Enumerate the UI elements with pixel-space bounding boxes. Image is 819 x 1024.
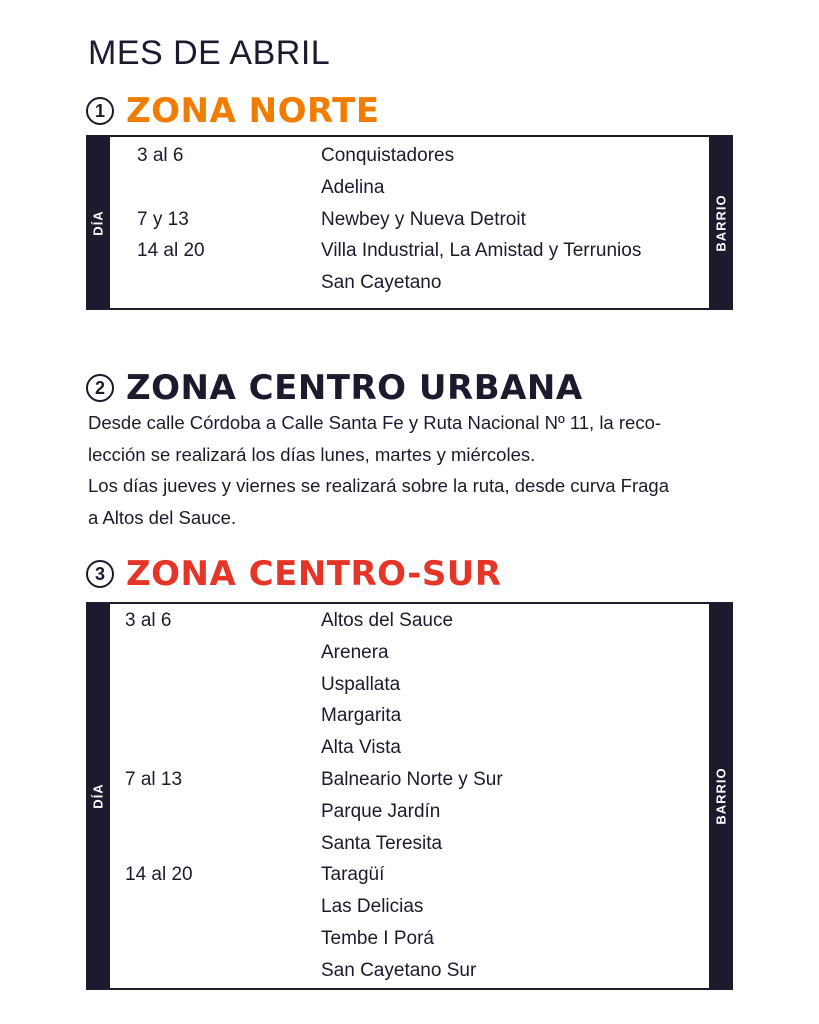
zona-centro-sur-title: ZONA CENTRO-SUR bbox=[126, 554, 502, 594]
barrio-cell: Santa Teresita bbox=[321, 832, 443, 854]
table-row bbox=[88, 204, 731, 236]
description-line: Desde calle Córdoba a Calle Santa Fe y Ruta Nacional Nº 11, la reco- bbox=[88, 412, 662, 433]
barrio-cell: Arenera bbox=[321, 641, 389, 663]
zona-centro-sur-table bbox=[86, 602, 733, 990]
table-row bbox=[88, 828, 731, 860]
table-row bbox=[88, 764, 731, 796]
barrio-cell: Tembe I Porá bbox=[321, 928, 434, 949]
table-row bbox=[88, 796, 731, 828]
barrio-label: BARRIO bbox=[713, 193, 729, 252]
barrio-cell: Villa Industrial, La Amistad y Terrunios bbox=[321, 240, 642, 262]
day-cell: 14 al 20 bbox=[137, 240, 205, 262]
table-row bbox=[88, 923, 731, 955]
zona-norte-heading bbox=[86, 91, 380, 131]
table-row bbox=[88, 891, 731, 923]
zona-centro-urbana-heading bbox=[86, 368, 583, 408]
barrio-cell: Altos del Sauce bbox=[321, 610, 454, 631]
barrio-cell: Las Delicias bbox=[321, 896, 424, 918]
barrio-cell: Taragüí bbox=[321, 864, 385, 886]
zone-number-badge: 2 bbox=[86, 374, 114, 402]
barrio-label: BARRIO bbox=[713, 767, 729, 825]
barrio-cell: Margarita bbox=[321, 705, 402, 727]
zona-centro-urbana-title: ZONA CENTRO URBANA bbox=[126, 368, 583, 408]
barrio-cell: Balneario Norte y Sur bbox=[321, 769, 503, 790]
table-row bbox=[88, 700, 731, 732]
zona-norte-table bbox=[86, 135, 733, 310]
zone-number-badge: 3 bbox=[86, 560, 114, 588]
zona-centro-urbana-description bbox=[88, 407, 736, 533]
barrio-cell: Alta Vista bbox=[321, 737, 401, 759]
table-row bbox=[88, 637, 731, 669]
table-row bbox=[88, 140, 731, 172]
barrio-cell: San Cayetano bbox=[321, 272, 442, 294]
barrio-cell: San Cayetano Sur bbox=[321, 959, 477, 981]
page-title: MES DE ABRIL bbox=[88, 34, 331, 72]
table-row bbox=[88, 605, 731, 637]
day-cell: 7 al 13 bbox=[125, 769, 183, 790]
table-row bbox=[88, 732, 731, 764]
table-row bbox=[88, 955, 731, 987]
day-label: DÍA bbox=[90, 209, 106, 236]
day-cell: 3 al 6 bbox=[125, 610, 172, 631]
barrio-cell: Newbey y Nueva Detroit bbox=[321, 208, 526, 230]
day-cell: 14 al 20 bbox=[125, 864, 193, 886]
table-row bbox=[88, 859, 731, 891]
barrio-cell: Adelina bbox=[321, 176, 385, 198]
description-line: lección se realizará los días lunes, martes y miércoles. bbox=[88, 443, 536, 465]
barrio-cell: Conquistadores bbox=[321, 145, 455, 166]
barrio-cell: Parque Jardín bbox=[321, 800, 441, 822]
description-line: a Altos del Sauce. bbox=[88, 506, 237, 528]
zona-norte-title: ZONA NORTE bbox=[126, 91, 380, 131]
table-row bbox=[88, 669, 731, 701]
zone-number-badge: 1 bbox=[86, 97, 114, 125]
day-label: DÍA bbox=[90, 783, 106, 809]
table-row bbox=[88, 267, 731, 299]
table-row bbox=[88, 172, 731, 204]
zona-centro-sur-heading bbox=[86, 554, 502, 594]
day-cell: 7 y 13 bbox=[137, 208, 189, 230]
table-row bbox=[88, 235, 731, 267]
day-cell: 3 al 6 bbox=[137, 145, 184, 166]
description-line: Los días jueves y viernes se realizará sobre la ruta, desde curva Fraga bbox=[88, 475, 669, 496]
barrio-cell: Uspallata bbox=[321, 673, 401, 695]
